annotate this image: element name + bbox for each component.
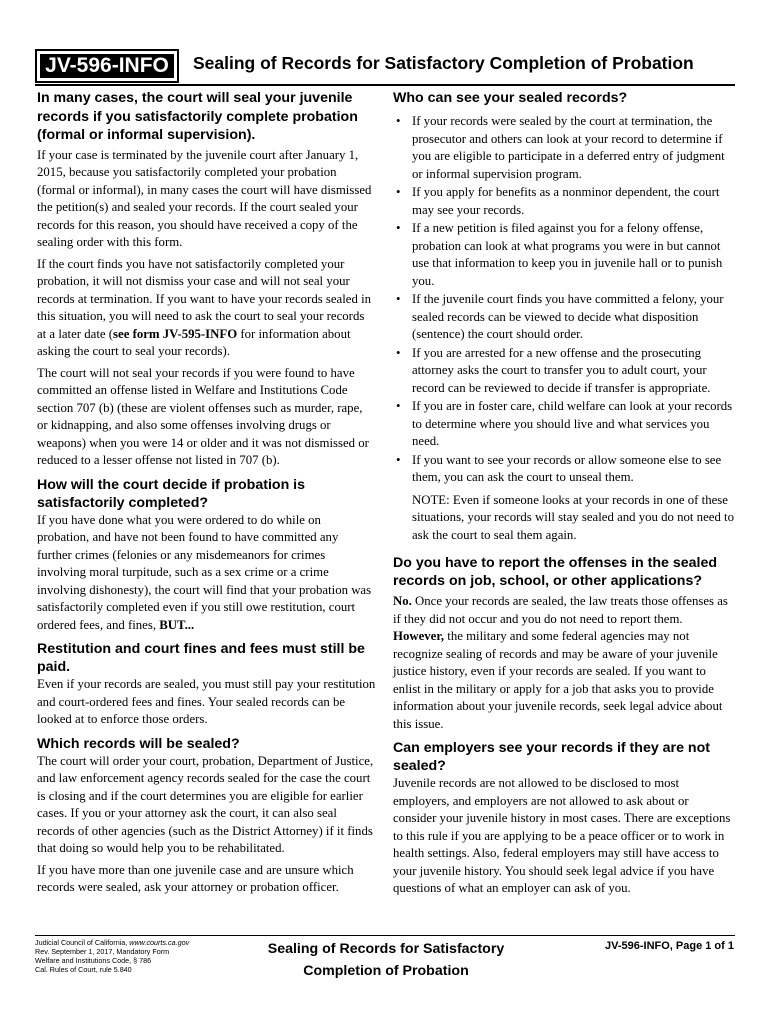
form-id-badge — [35, 49, 179, 83]
emphasis-text: No. — [393, 594, 412, 608]
footer-line: Cal. Rules of Court, rule 5.840 — [35, 965, 132, 974]
list-item-text: If a new petition is filed against you for a felony offense, probation can look at what programs you were in but cannot use that information to keep you in juvenile hall or to punish you. — [412, 221, 723, 288]
emphasis-text: However, — [393, 629, 445, 643]
section-paragraph — [393, 593, 735, 733]
right-column — [393, 89, 735, 902]
bullet-icon: • — [396, 292, 401, 306]
document-title: Sealing of Records for Satisfactory Completion of Probation — [193, 53, 694, 73]
section-decide-probation — [37, 476, 376, 635]
text-run: If you have done what you were ordered to do while on probation, and have not been found to have committed any further crimes (felonies or any misdemeanors for crimes involving moral turpitude, such as a sex crime or a crime involving dishonesty), the court will find that your probation was satisfactorily completed even if you still owe restitution, court ordered fees, and fines, — [37, 512, 372, 632]
footer-citation — [35, 938, 250, 974]
section-which-records — [37, 735, 376, 897]
list-item-text: If the juvenile court finds you have committed a felony, your sealed records can be viewed to decide what disposition (sentence) the court should order. — [412, 292, 724, 341]
text-run: If the court finds you have not satisfactorily completed your probation, it will not dismiss your case and will not seal your records at termination. If you want to have your records sealed in this situation, you will need to ask the court to seal your records at a later date ( — [37, 256, 372, 341]
list-item — [393, 291, 735, 344]
list-item-text: If you are arrested for a new offense and the prosecuting attorney asks the court to transfer you to adult court, your record can be reviewed to decide if transfer is appropriate. — [412, 345, 711, 395]
list-item-text: If your records were sealed by the court at termination, the prosecutor and others can look at your record to determine if you are eligible to participate in a deferred entry of judgment or informal supervision program. — [412, 114, 725, 181]
bullet-icon: • — [396, 114, 401, 128]
footer-title-line: Sealing of Records for Satisfactory — [267, 941, 505, 957]
emphasis-text: BUT... — [159, 617, 195, 632]
footer-divider — [35, 935, 735, 936]
footer-line: Welfare and Institutions Code, § 786 — [35, 956, 152, 965]
list-item — [393, 220, 735, 290]
note-block — [393, 492, 735, 545]
text-run: Once your records are sealed, the law treats those offenses as if they did not occur and you do not need to report them. — [393, 594, 728, 626]
text-run: the military and some federal agencies may not recognize sealing of records and may be aware of your juvenile justice history, even if your records are sealed. If you want to enlist in the military or apply for a job that asks you to provide information about your juvenile records, seek legal advice about this issue. — [393, 629, 723, 731]
intro-section — [37, 89, 376, 470]
intro-paragraph-3: The court will not seal your records if you were found to have committed an offense listed in Welfare and Institutions Code section 707 (b) (these are violent offenses such as murder, rape, or kidnapping, and also some offenses involving drugs or weapons) when you were 14 or older and it was not dismissed or reduced to a lesser offense not listed in 707 (b). — [37, 365, 369, 467]
bullet-icon: • — [396, 221, 401, 235]
list-item — [393, 452, 735, 487]
list-item-text: If you are in foster care, child welfare can look at your records to determine where you should live and what services you need. — [412, 399, 733, 448]
bullet-icon: • — [396, 399, 401, 413]
footer-line — [35, 938, 250, 947]
courts-website-link[interactable]: www.courts.ca.gov — [129, 938, 190, 947]
form-id-text: JV-596-INFO — [40, 54, 174, 78]
intro-paragraph-1: If your case is terminated by the juvenile court after January 1, 2015, because you satisfactorily completed your probation (formal or informal), in many cases the court will have dismissed the petition(s) and sealed your records. If the court sealed your records for this reason, you should have received a copy of the sealing order with this form. — [37, 147, 372, 249]
form-reference: see form JV-595-INFO — [113, 326, 238, 341]
list-item — [393, 398, 735, 451]
header-divider — [35, 84, 735, 86]
bullet-icon: • — [396, 345, 401, 360]
section-paragraph-1: The court will order your court, probation, Department of Justice, and law enforcement agency records sealed for the case the court is closing and if the court determines you are eligible for earlier cases. If you or your attorney ask the court, it can also seal records of other agencies (such as the District Attorney) if it finds that doing so would help you to be rehabilitated. — [37, 753, 374, 855]
bullet-icon: • — [396, 452, 401, 467]
text-run: Judicial Council of California, — [35, 938, 130, 947]
list-item — [393, 184, 735, 219]
section-heading: Can employers see your records if they are not sealed? — [393, 740, 710, 774]
section-who-can-see — [393, 89, 735, 544]
section-employers — [393, 739, 735, 898]
note-text: NOTE: Even if someone looks at your records in one of these situations, your records will stay sealed and you do not need to ask the court to seal them again. — [412, 492, 734, 542]
section-paragraph: Even if your records are sealed, you must still pay your restitution and court-ordered fees and fines. Your sealed records can be looked at to enforce those orders. — [37, 677, 376, 726]
section-paragraph-2: If you have more than one juvenile case and are unsure which records were sealed, ask your attorney or probation officer. — [37, 862, 354, 894]
intro-paragraph-2 — [37, 256, 376, 361]
bullet-icon: • — [396, 185, 401, 199]
text-run: for information about asking the court to seal your records). — [37, 326, 351, 358]
section-restitution — [37, 640, 376, 729]
footer-title-line: Completion of Probation — [303, 963, 469, 979]
list-item — [393, 345, 735, 398]
section-heading: Restitution and court fines and fees must still be paid. — [37, 641, 365, 675]
section-paragraph — [37, 512, 376, 635]
page-number: JV-596-INFO, Page 1 of 1 — [605, 940, 734, 952]
intro-heading: In many cases, the court will seal your juvenile records if you satisfactorily complete probation (formal or informal supervision). — [37, 90, 358, 143]
section-heading: Who can see your sealed records? — [393, 90, 628, 106]
list-item-text: If you want to see your records or allow someone else to see them, you can ask the court to unseal them. — [412, 452, 722, 484]
footer-title — [252, 938, 520, 982]
bullet-list — [393, 113, 735, 487]
left-column — [37, 89, 376, 901]
section-heading: Do you have to report the offenses in the sealed records on job, school, or other applications? — [393, 555, 718, 589]
footer-line: Rev. September 1, 2017, Mandatory Form — [35, 947, 170, 956]
section-heading: Which records will be sealed? — [37, 735, 240, 752]
section-report-offenses — [393, 554, 735, 733]
list-item — [393, 113, 735, 183]
section-heading: How will the court decide if probation is satisfactorily completed? — [37, 476, 306, 511]
section-paragraph: Juvenile records are not allowed to be disclosed to most employers, and employers are not allowed to ask about or consider your juvenile history in most cases. There are exceptions to this rule if you are applying to be a peace officer or to work in health settings. Also, federal employers may still have access to your juvenile history. You should seek legal advice if you have questions of what an employer can ask of you. — [393, 776, 731, 895]
list-item-text: If you apply for benefits as a nonminor dependent, the court may see your records. — [412, 185, 720, 217]
